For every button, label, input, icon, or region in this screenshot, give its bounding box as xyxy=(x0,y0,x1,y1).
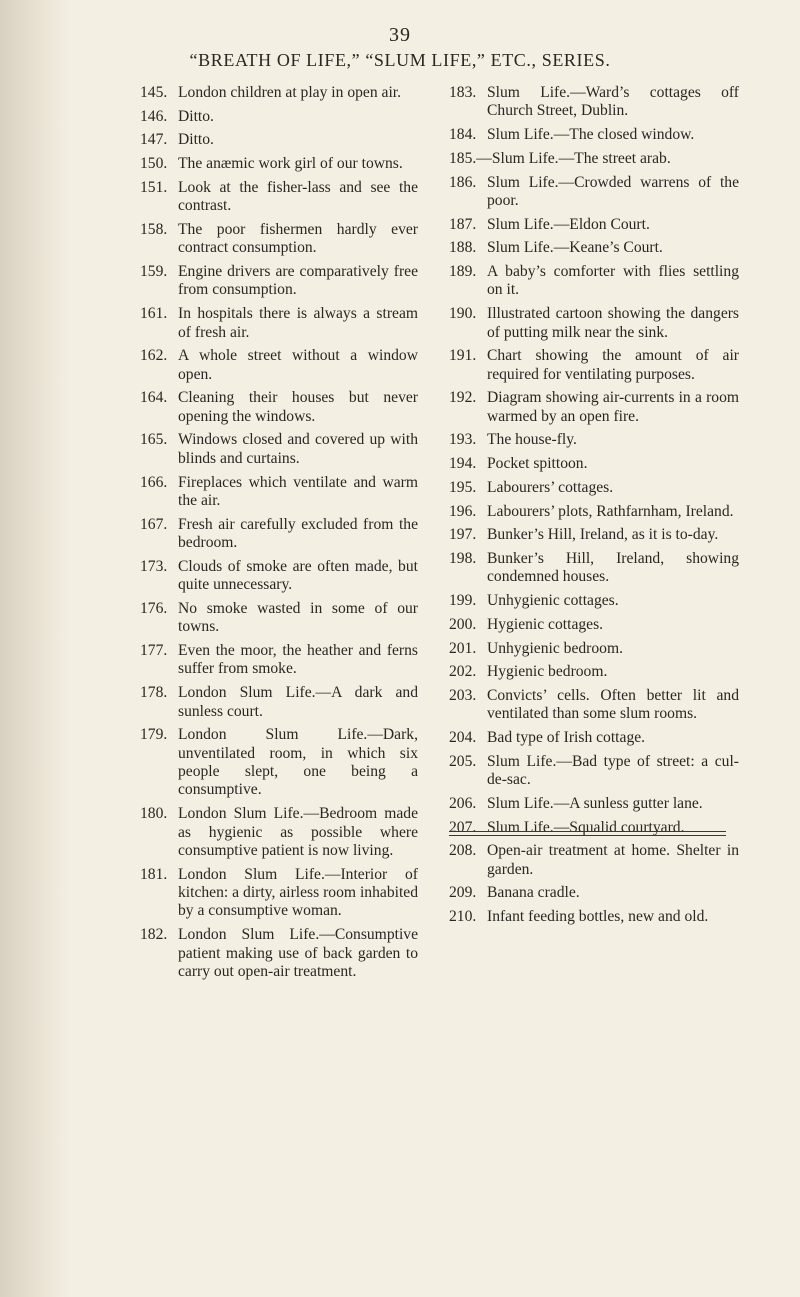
item-number: 203. xyxy=(449,686,477,704)
item-number: 208. xyxy=(449,842,477,860)
closing-rule-thin xyxy=(449,835,726,836)
item-description: Bunker’s Hill, Ireland, showing condemned houses. xyxy=(487,549,739,586)
item-description: Hygienic cottages. xyxy=(487,615,604,633)
item-number: 178. xyxy=(140,684,168,702)
list-item xyxy=(140,305,418,342)
list-item xyxy=(449,729,739,747)
item-number: 202. xyxy=(449,663,477,681)
list-item xyxy=(140,642,418,679)
list-item xyxy=(140,389,418,426)
page-number: 39 xyxy=(389,24,411,46)
item-description: Labourers’ cottages. xyxy=(487,478,614,496)
item-description: Slum Life.—Eldon Court. xyxy=(487,215,650,233)
list-item xyxy=(140,600,418,637)
item-description: No smoke wasted in some of our towns. xyxy=(178,599,418,636)
item-description: Slum Life.—The closed window. xyxy=(487,126,695,144)
item-description: Ditto. xyxy=(178,107,214,125)
item-number: 190. xyxy=(449,305,477,323)
item-description: London Slum Life.—A dark and sunless court. xyxy=(178,684,418,720)
list-item xyxy=(140,263,418,300)
item-description: Hygienic bedroom. xyxy=(487,663,608,681)
list-item xyxy=(449,126,739,144)
item-number: 200. xyxy=(449,615,477,633)
list-item xyxy=(449,216,739,234)
item-description: Open-air treatment at home. Shelter in garden. xyxy=(487,842,739,878)
item-number: 191. xyxy=(449,347,477,365)
closing-rule xyxy=(449,831,726,832)
item-number: 145. xyxy=(140,84,168,101)
item-number: 162. xyxy=(140,347,168,365)
item-number: 147. xyxy=(140,131,168,149)
item-number: 176. xyxy=(140,599,168,617)
item-description: Slum Life.—Bad type of street: a cul-de-sac. xyxy=(487,752,739,789)
item-number: 158. xyxy=(140,220,168,238)
item-description: A baby’s comforter with flies settling on it. xyxy=(487,263,739,299)
list-item xyxy=(140,866,418,921)
item-number: 187. xyxy=(449,215,477,233)
list-item xyxy=(140,926,418,981)
item-number: 146. xyxy=(140,107,168,125)
list-item xyxy=(449,884,739,902)
item-description: Infant feeding bottles, new and old. xyxy=(487,908,709,926)
item-description: Diagram showing air-currents in a room warmed by an open fire. xyxy=(487,389,739,425)
item-description: London Slum Life.—Consumptive patient making use of back garden to carry out open-air treatment. xyxy=(178,926,418,980)
item-number: 180. xyxy=(140,805,168,823)
item-description: London Slum Life.—Dark, unventilated room, in which six people slept, one being a consumptive. xyxy=(178,726,418,799)
item-number: 159. xyxy=(140,263,168,281)
item-number: 189. xyxy=(449,263,477,281)
item-description: London Slum Life.—Interior of kitchen: a dirty, airless room inhabited by a consumptive woman. xyxy=(178,865,418,920)
item-description: Unhygienic cottages. xyxy=(487,592,619,610)
item-number: 182. xyxy=(140,926,168,944)
item-number: 186. xyxy=(449,173,477,191)
item-description: Bunker’s Hill, Ireland, as it is to-day. xyxy=(487,526,719,544)
item-number: 164. xyxy=(140,389,168,407)
list-item xyxy=(449,753,739,790)
list-item xyxy=(449,150,739,168)
item-number: 188. xyxy=(449,239,477,257)
item-description: The poor fishermen hardly ever contract consumption. xyxy=(178,220,418,257)
item-description: A whole street without a window open. xyxy=(178,347,418,383)
item-description: Slum Life.—Crowded warrens of the poor. xyxy=(487,173,739,209)
item-description: Ditto. xyxy=(178,131,214,149)
scanned-page-edge xyxy=(0,0,70,1297)
item-description: Pocket spittoon. xyxy=(487,455,588,473)
item-description: Slum Life.—Ward’s cottages off Church Street, Dublin. xyxy=(487,84,739,120)
list-item xyxy=(140,558,418,595)
list-item xyxy=(449,479,739,497)
left-column xyxy=(140,84,418,987)
item-description: 185.—Slum Life.—The street arab. xyxy=(449,149,671,167)
list-item xyxy=(140,108,418,126)
list-item xyxy=(449,389,739,426)
list-item xyxy=(449,84,739,121)
item-description: Illustrated cartoon showing the dangers of putting milk near the sink. xyxy=(487,305,739,341)
item-number: 165. xyxy=(140,431,168,449)
list-item xyxy=(140,155,418,173)
item-number: 195. xyxy=(449,478,477,496)
item-number: 209. xyxy=(449,884,477,902)
item-number: 194. xyxy=(449,455,477,473)
list-item xyxy=(140,221,418,258)
item-description: Fireplaces which ventilate and warm the air. xyxy=(178,473,418,509)
item-number: 207. xyxy=(449,818,477,836)
list-item xyxy=(140,516,418,553)
list-item xyxy=(140,131,418,149)
item-number: 151. xyxy=(140,178,168,196)
list-item xyxy=(140,431,418,468)
item-number: 206. xyxy=(449,794,477,812)
item-description: Convicts’ cells. Often better lit and ventilated than some slum rooms. xyxy=(487,686,739,723)
item-description: Look at the fisher-lass and see the contrast. xyxy=(178,178,418,215)
list-item xyxy=(449,305,739,342)
list-item xyxy=(449,663,739,681)
running-head: “BREATH OF LIFE,” “SLUM LIFE,” ETC., SERIES. xyxy=(189,50,611,70)
item-number: 198. xyxy=(449,549,477,567)
item-number: 184. xyxy=(449,126,477,144)
item-description: Clouds of smoke are often made, but quite unnecessary. xyxy=(178,557,418,594)
item-description: Chart showing the amount of air required for ventilating purposes. xyxy=(487,347,739,383)
item-description: London children at play in open air. xyxy=(178,84,402,101)
list-item xyxy=(140,474,418,511)
list-item xyxy=(449,842,739,879)
list-item xyxy=(449,503,739,521)
item-description: Unhygienic bedroom. xyxy=(487,639,623,657)
list-item xyxy=(449,431,739,449)
item-description: Even the moor, the heather and ferns suffer from smoke. xyxy=(178,642,418,678)
item-number: 150. xyxy=(140,155,168,173)
list-item xyxy=(449,455,739,473)
item-description: Labourers’ plots, Rathfarnham, Ireland. xyxy=(487,502,734,520)
item-number: 173. xyxy=(140,557,168,575)
item-number: 179. xyxy=(140,726,168,744)
list-item xyxy=(140,726,418,800)
list-item xyxy=(449,795,739,813)
item-number: 177. xyxy=(140,642,168,660)
item-number: 199. xyxy=(449,592,477,610)
item-number: 205. xyxy=(449,752,477,770)
item-number: 197. xyxy=(449,526,477,544)
item-number: 204. xyxy=(449,729,477,747)
right-column xyxy=(449,84,739,932)
item-description: Cleaning their houses but never opening the windows. xyxy=(178,389,418,425)
item-description: Slum Life.—A sunless gutter lane. xyxy=(487,794,703,812)
item-number: 201. xyxy=(449,639,477,657)
item-description: Banana cradle. xyxy=(487,884,580,902)
item-number: 192. xyxy=(449,389,477,407)
item-number: 193. xyxy=(449,431,477,449)
item-description: Fresh air carefully excluded from the bedroom. xyxy=(178,515,418,552)
list-item xyxy=(449,687,739,724)
item-description: Slum Life.—Keane’s Court. xyxy=(487,239,663,257)
item-description: Slum Life.—Squalid courtyard. xyxy=(487,818,685,836)
item-number: 196. xyxy=(449,502,477,520)
list-item xyxy=(449,640,739,658)
list-item xyxy=(140,179,418,216)
list-item xyxy=(449,908,739,926)
item-number: 183. xyxy=(449,84,477,101)
list-item xyxy=(449,550,739,587)
list-item xyxy=(140,84,418,102)
list-item xyxy=(449,526,739,544)
list-item xyxy=(140,684,418,721)
item-description: Windows closed and covered up with blinds and curtains. xyxy=(178,431,418,467)
list-item xyxy=(140,347,418,384)
item-description: Engine drivers are comparatively free from consumption. xyxy=(178,263,418,299)
item-description: Bad type of Irish cottage. xyxy=(487,729,646,747)
list-item xyxy=(449,347,739,384)
list-item xyxy=(449,616,739,634)
item-number: 161. xyxy=(140,305,168,323)
item-description: The house-fly. xyxy=(487,431,577,449)
item-number: 181. xyxy=(140,865,168,883)
item-number: 166. xyxy=(140,473,168,491)
list-item xyxy=(140,805,418,860)
list-item xyxy=(449,263,739,300)
item-number: 210. xyxy=(449,908,477,926)
item-description: The anæmic work girl of our towns. xyxy=(178,155,403,173)
item-number: 167. xyxy=(140,515,168,533)
list-item xyxy=(449,174,739,211)
item-description: In hospitals there is always a stream of fresh air. xyxy=(178,305,418,341)
list-item xyxy=(449,239,739,257)
list-item xyxy=(449,592,739,610)
item-description: London Slum Life.—Bedroom made as hygienic as possible where consumptive patient is now living. xyxy=(178,805,418,859)
